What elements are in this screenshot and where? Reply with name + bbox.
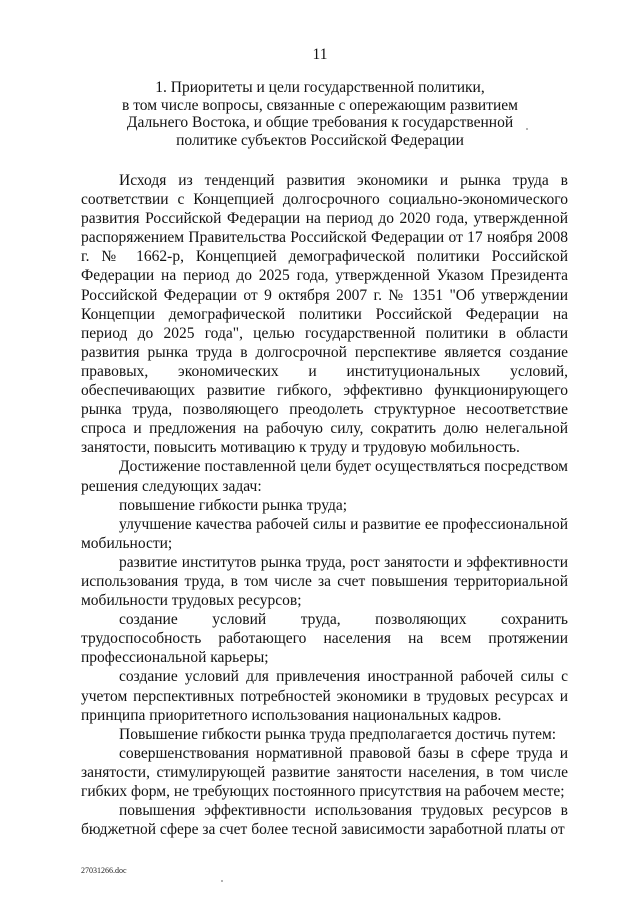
list-item: повышение гибкости рынка труда; [119,496,348,514]
list-item: развитие институтов рынка труда, рост занятости и эффективности использования труда, в том числе за счет повышения территориальной мобильности трудовых ресурсов; [81,553,568,610]
section-heading [120,79,520,149]
list-item: создание условий для привлечения иностранной рабочей силы с учетом перспективных потребностей экономики в трудовых ресурсах и принципа приоритетного использования национальных кадров. [81,668,568,724]
page-number: 11 [312,46,328,63]
paragraph: Достижение поставленной цели будет осуществляться посредством решения следующих задач: [81,458,568,495]
body-text [81,171,568,839]
list-item: повышения эффективности использования трудовых ресурсов в бюджетной сфере за счет более тесной зависимости заработной платы от [81,802,568,839]
paragraph: Исходя из тенденций развития экономики и рынка труда в соответствии с Концепцией долгосрочного социально-экономического развития Российской Федерации на период до 2020 года, утвержденной распоряжением Правительства Российской Федерации от 17 ноября 2008 г. № 1662-р, Концепцией демографической политики Российской Федерации на период до 2025 года, утвержденной Указом Президента Российской Федерации от 9 октября 2007 г. № 1351 "Об утверждении Концепции демографической политики Российской Федерации на период до 2025 года", целью государственной политики в области развития рынка труда в долгосрочной перспективе является создание правовых, экономических и институциональных условий, обеспечивающих развитие гибкого, эффективно функционирующего рынка труда, позволяющего преодолеть структурное несоответствие спроса и предложения на рабочую силу, сократить долю нелегальной занятости, повысить мотивацию к труду и трудовую мобильность. [81,172,568,457]
scan-speck [526,128,528,130]
list-item: улучшение качества рабочей силы и развитие ее профессиональной мобильности; [81,515,568,552]
list-item: совершенствования нормативной правовой базы в сфере труда и занятости, стимулирующей развитие занятости населения, в том числе гибких форм, не требующих постоянного присутствия на рабочем месте; [81,744,568,800]
heading-line: Дальнего Востока, и общие требования к государственной [126,114,514,132]
paragraph: Повышение гибкости рынка труда предполагается достичь путем: [119,725,557,743]
heading-line: 1. Приоритеты и цели государственной политики, [155,79,485,96]
document-code: 27031266.doc [81,866,127,875]
list-item: создание условий труда, позволяющих сохранить трудоспособность работающего населения на всем протяжении профессиональной карьеры; [81,611,568,667]
heading-line: политике субъектов Российской Федерации [176,131,464,149]
scan-speck [221,880,223,882]
heading-line: в том числе вопросы, связанные с опережающим развитием [122,96,518,114]
